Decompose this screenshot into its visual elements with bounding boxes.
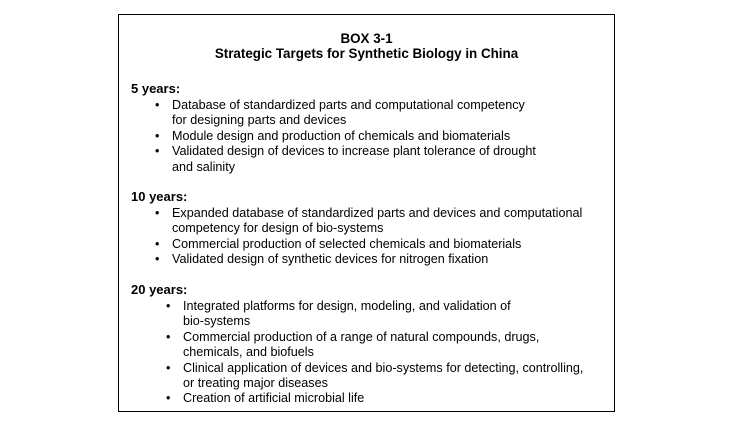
box-label: BOX 3-1 — [340, 31, 393, 46]
bullet-icon: • — [155, 98, 160, 112]
bullet-icon: • — [155, 144, 160, 159]
list-item — [166, 299, 612, 330]
section-list-20-years — [166, 299, 612, 407]
bullet-icon: • — [166, 360, 171, 375]
list-item — [166, 330, 612, 361]
list-item-text: Clinical application of devices and bio-systems for detecting, controlling, or treating major diseases — [183, 360, 584, 391]
bullet-icon: • — [155, 236, 160, 251]
list-item-text: Commercial production of a range of natural compounds, drugs, chemicals, and biofuels — [183, 329, 540, 360]
section-heading-5-years: 5 years: — [131, 81, 181, 96]
section-list-5-years — [155, 98, 607, 175]
list-item-text: Commercial production of selected chemicals and biomaterials — [172, 236, 522, 251]
list-item — [166, 391, 612, 406]
section-list-10-years — [155, 206, 613, 268]
text-box — [118, 14, 615, 412]
bullet-icon: • — [166, 391, 171, 406]
list-item-text: Database of standardized parts and computational competency for designing parts and devices — [172, 98, 525, 128]
list-item-text: Validated design of devices to increase plant tolerance of drought and salinity — [172, 144, 536, 174]
list-item — [155, 98, 607, 129]
list-item — [155, 237, 613, 252]
list-item — [166, 361, 612, 392]
list-item-text: Module design and production of chemicals and biomaterials — [172, 128, 511, 143]
list-item-text: Expanded database of standardized parts and devices and computational competency for design of bio-systems — [172, 206, 583, 236]
list-item — [155, 206, 613, 237]
list-item — [155, 129, 607, 144]
list-item-text: Creation of artificial microbial life — [183, 391, 365, 406]
bullet-icon: • — [166, 329, 171, 344]
list-item — [155, 144, 607, 175]
section-heading-10-years: 10 years: — [131, 189, 188, 204]
box-title: Strategic Targets for Synthetic Biology in China — [214, 46, 519, 61]
bullet-icon: • — [155, 206, 160, 220]
list-item-text: Validated design of synthetic devices for nitrogen fixation — [172, 252, 489, 267]
list-item — [155, 252, 613, 267]
bullet-icon: • — [155, 252, 160, 267]
bullet-icon: • — [155, 128, 160, 143]
section-heading-20-years: 20 years: — [131, 282, 188, 297]
list-item-text: Integrated platforms for design, modeling, and validation of bio-systems — [183, 299, 511, 329]
bullet-icon: • — [166, 299, 171, 313]
